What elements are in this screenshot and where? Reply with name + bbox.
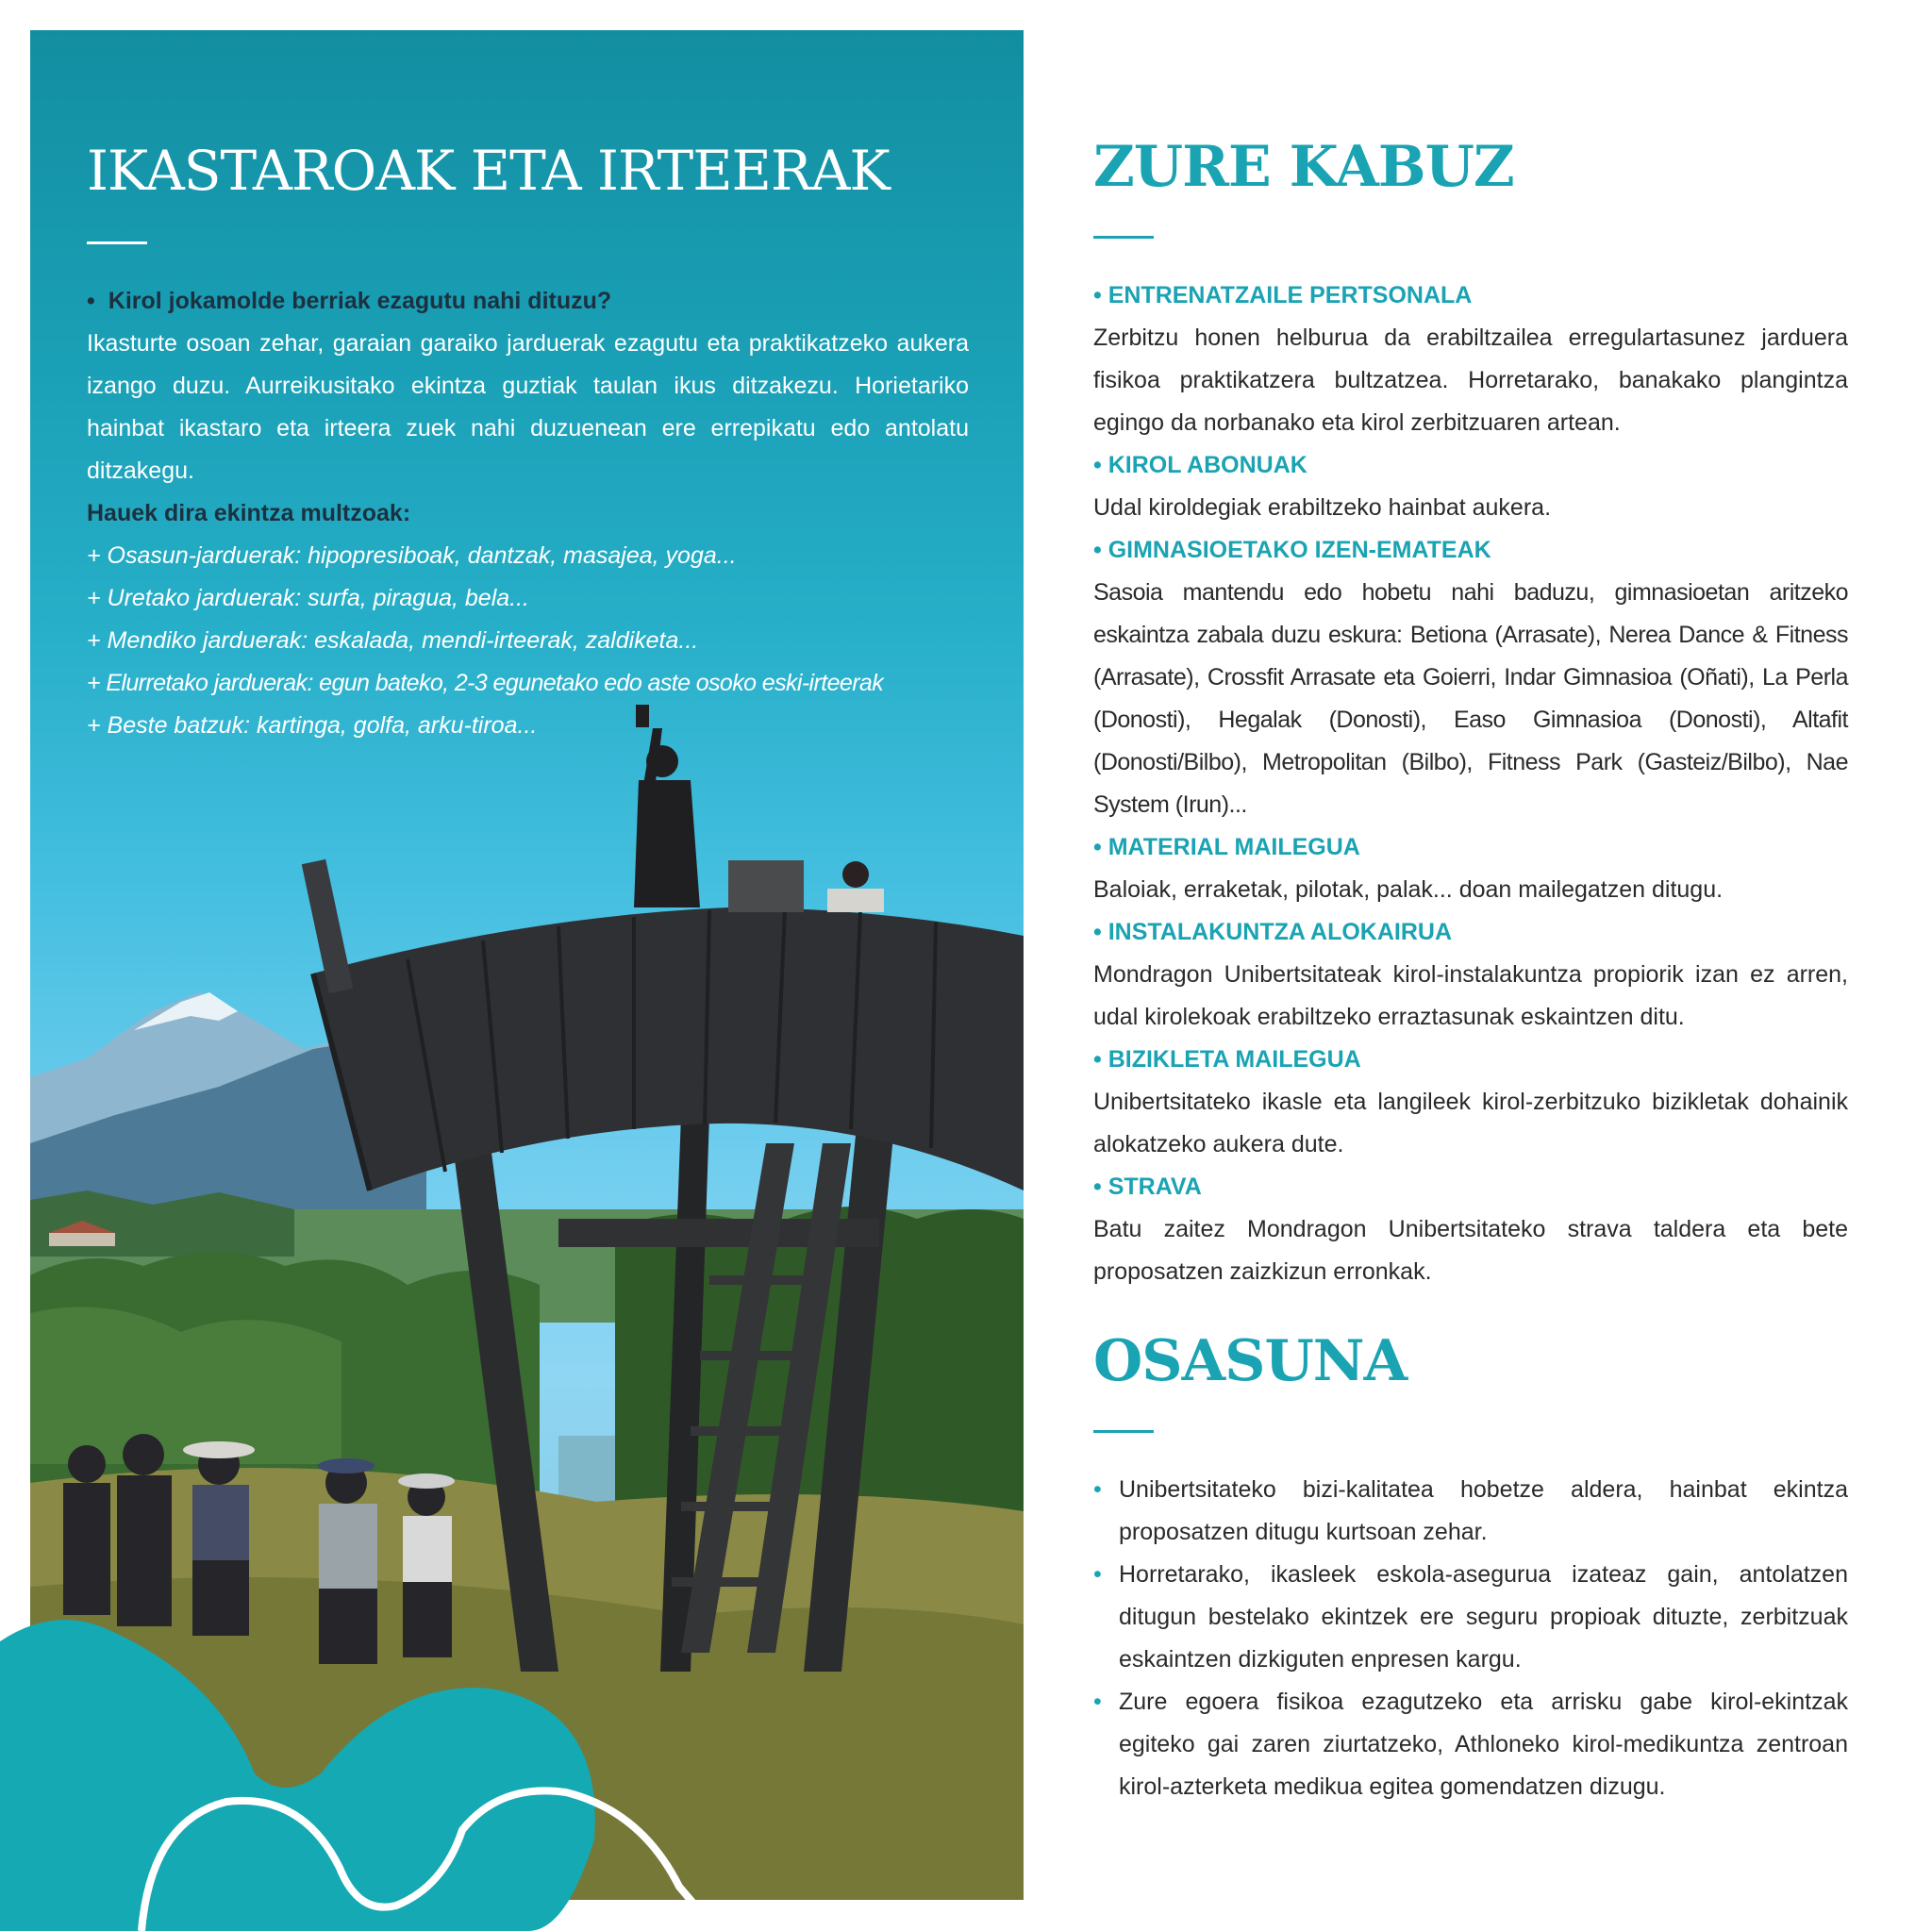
bullet-icon: • xyxy=(1093,1476,1102,1503)
osasuna-item-text: Unibertsitateko bizi-kalitatea hobetze aldera, hainbat ekintza proposatzen ditugu kurtsoan zehar. xyxy=(1119,1476,1848,1545)
item-body-bicycle-loan: Unibertsitateko ikasle eta langileek kirol-zerbitzuko bizikletak dohainik alokatzeko aukera dute. xyxy=(1093,1089,1848,1157)
osasuna-item xyxy=(1093,1469,1848,1554)
item-head-bicycle-loan: • BIZIKLETA MAILEGUA xyxy=(1093,1046,1361,1073)
zure-kabuz-section xyxy=(1093,136,1848,1293)
item-body-sport-passes: Udal kiroldegiak erabiltzeko hainbat aukera. xyxy=(1093,494,1552,521)
item-head-material-loan: • MATERIAL MAILEGUA xyxy=(1093,834,1360,860)
item-head-strava: • STRAVA xyxy=(1093,1174,1202,1200)
zure-kabuz-title: ZURE KABUZ xyxy=(1093,134,1514,200)
item-body-personal-trainer: Zerbitzu honen helburua da erabiltzailea erregulartasunez jarduera fisikoa praktikatzera bultzatzea. Horretarako, banakako plangintza egingo da norbanako eta kirol zerbitzuaren artean. xyxy=(1093,325,1848,436)
bullet-icon: • xyxy=(1093,1689,1102,1715)
item-head-sport-passes: • KIROL ABONUAK xyxy=(1093,452,1307,478)
osasuna-section xyxy=(1093,1330,1848,1808)
item-head-facility-rental: • INSTALAKUNTZA ALOKAIRUA xyxy=(1093,919,1453,945)
group-item-health: + Osasun-jarduerak: hipopresiboak, dantzak, masajea, yoga... xyxy=(87,541,737,569)
osasuna-item-text: Horretarako, ikasleek eskola-asegurua izateaz gain, antolatzen ditugun bestelako ekintzek ere seguru propioak dituzte, zerbitzuak eskaintzen dizkiguten enpresen kargu. xyxy=(1119,1561,1848,1673)
zure-kabuz-divider xyxy=(1093,236,1154,239)
group-item-snow: + Elurretako jarduerak: egun bateko, 2-3 egunetako edo aste osoko eski-irteerak xyxy=(87,669,884,696)
osasuna-item-text: Zure egoera fisikoa ezagutzeko eta arrisku gabe kirol-ekintzak egiteko gai zaren ziurtatzeko, Athloneko kirol-medikuntza zentroan kirol-azterketa medikua egitea gomendatzen dizugu. xyxy=(1119,1689,1848,1800)
item-head-gym-registration: • GIMNASIOETAKO IZEN-EMATEAK xyxy=(1093,537,1491,563)
group-item-water: + Uretako jarduerak: surfa, piragua, bela... xyxy=(87,584,530,611)
osasuna-list xyxy=(1093,1469,1848,1808)
item-body-gym-registration: Sasoia mantendu edo hobetu nahi baduzu, gimnasioetan aritzeko eskaintza zabala duzu eskura: Betiona (Arrasate), Nerea Dance & Fitness (Arrasate), Crossfit Arrasate eta Goierri, Indar Gimnasioa (Oñati), La Perla (Donosti), Hegalak (Donosti), Easo Gimnasioa (Donosti), Altafit (Donosti/Bilbo), Metropolitan (Bilbo), Fitness Park (Gasteiz/Bilbo), Nae System (Irun)... xyxy=(1093,579,1848,818)
item-head-personal-trainer: • ENTRENATZAILE PERTSONALA xyxy=(1093,282,1473,308)
left-question-text: Kirol jokamolde berriak ezagutu nahi dituzu? xyxy=(108,287,612,314)
decorative-wave xyxy=(0,1604,755,1931)
left-title: IKASTAROAK ETA IRTEERAK xyxy=(87,139,890,203)
groups-heading: Hauek dira ekintza multzoak: xyxy=(87,499,411,526)
osasuna-item xyxy=(1093,1681,1848,1808)
osasuna-item xyxy=(1093,1554,1848,1681)
item-body-strava: Batu zaitez Mondragon Unibertsitateko strava taldera eta bete proposatzen zaizkizun erronkak. xyxy=(1093,1216,1848,1285)
bullet-icon: • xyxy=(87,287,95,314)
left-text-block xyxy=(87,141,969,747)
left-divider xyxy=(87,241,147,244)
osasuna-divider xyxy=(1093,1430,1154,1433)
item-body-facility-rental: Mondragon Unibertsitateak kirol-instalakuntza propiorik izan ez arren, udal kirolekoak erabiltzeko erraztasunak eskaintzen ditu. xyxy=(1093,961,1848,1030)
left-question xyxy=(87,280,969,323)
osasuna-title: OSASUNA xyxy=(1093,1328,1407,1394)
item-body-material-loan: Baloiak, erraketak, pilotak, palak... doan mailegatzen ditugu. xyxy=(1093,876,1724,903)
group-item-mountain: + Mendiko jarduerak: eskalada, mendi-irteerak, zaldiketa... xyxy=(87,626,699,654)
bullet-icon: • xyxy=(1093,1561,1102,1588)
left-intro: Ikasturte osoan zehar, garaian garaiko jarduerak ezagutu eta praktikatzeko aukera izango duzu. Aurreikusitako ekintza guztiak taulan ikus ditzakezu. Horietariko hainbat ikastaro eta irteera zuek nahi duzuenean ere errepikatu edo antolatu ditzakegu. xyxy=(87,329,969,484)
group-item-other: + Beste batzuk: kartinga, golfa, arku-tiroa... xyxy=(87,711,538,739)
